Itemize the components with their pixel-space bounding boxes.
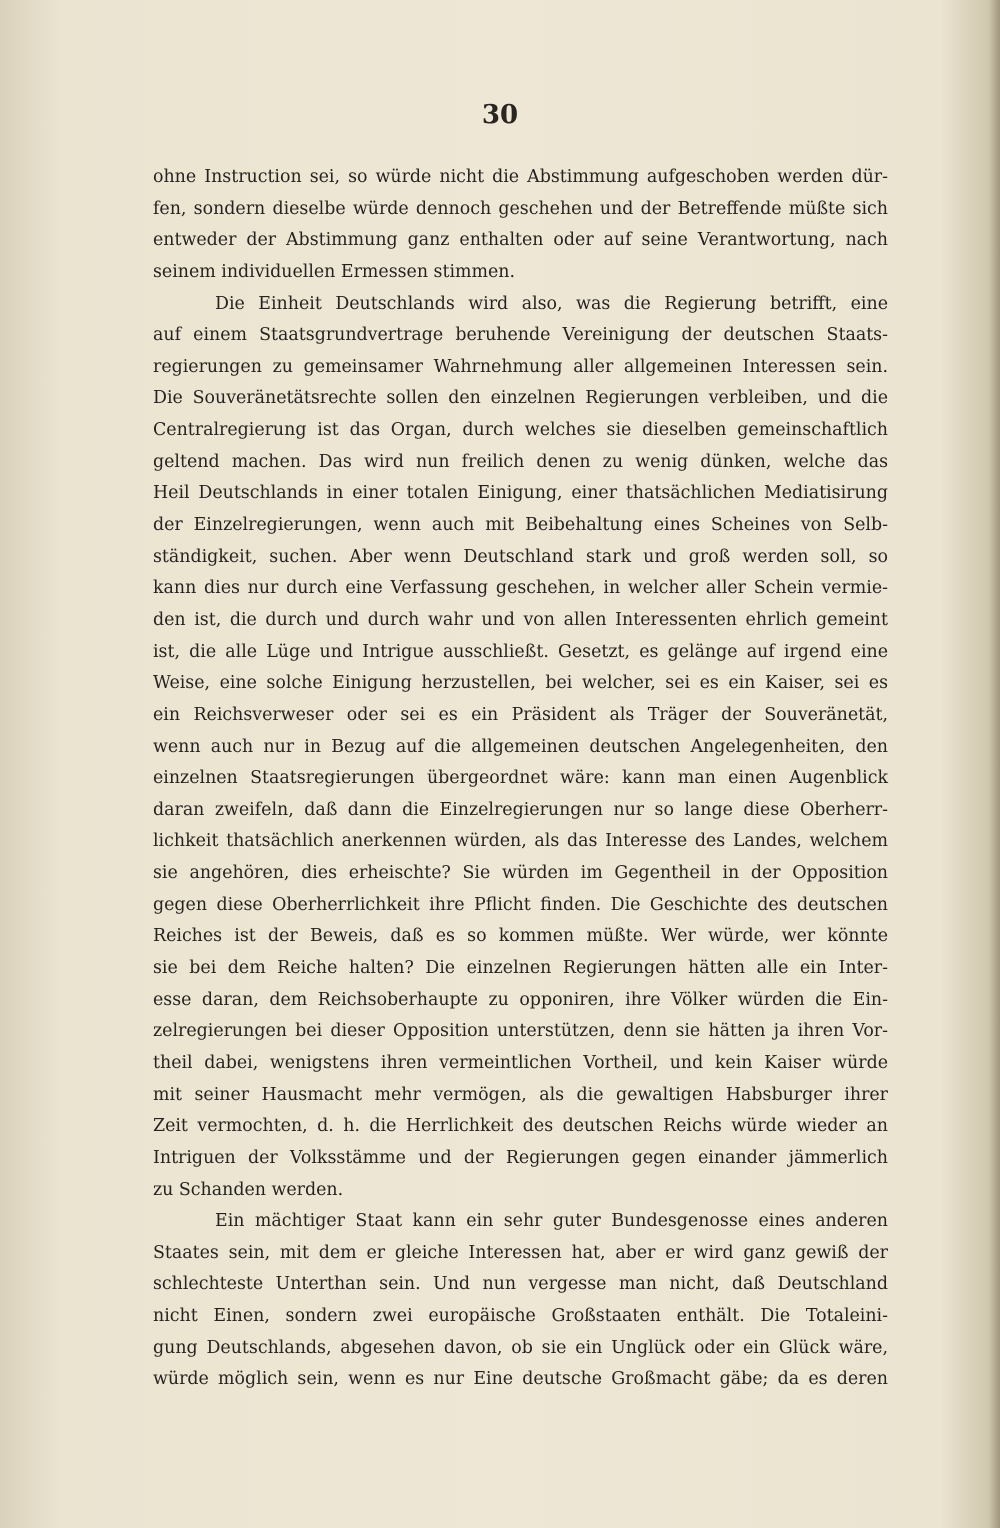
text-line: zelregierungen bei dieser Opposition unterstützen, denn sie hätten ja ihren Vor- (153, 1021, 888, 1042)
text-line: Reiches ist der Beweis, daß es so kommen müßte. Wer würde, wer könnte (153, 926, 888, 947)
text-line: zu Schanden werden. (153, 1179, 344, 1200)
text-line: gung Deutschlands, abgesehen davon, ob sie ein Unglück oder ein Glück wäre, (153, 1337, 888, 1358)
text-line: Die Einheit Deutschlands wird also, was die Regierung betrifft, eine (215, 293, 888, 314)
text-line: geltend machen. Das wird nun freilich denen zu wenig dünken, welche das (153, 451, 888, 472)
text-line: ohne Instruction sei, so würde nicht die Abstimmung aufgeschoben werden dür- (153, 167, 888, 187)
body-text (153, 162, 888, 1396)
text-line: Staates sein, mit dem er gleiche Interessen hat, aber er wird ganz gewiß der (153, 1242, 888, 1263)
text-line: Zeit vermochten, d. h. die Herrlichkeit des deutschen Reichs würde wieder an (153, 1116, 888, 1137)
text-line: Weise, eine solche Einigung herzustellen, bei welcher, sei es ein Kaiser, sei es (153, 673, 888, 694)
text-line: mit seiner Hausmacht mehr vermögen, als die gewaltigen Habsburger ihrer (153, 1084, 888, 1105)
text-line: gegen diese Oberherrlichkeit ihre Pflicht finden. Die Geschichte des deutschen (153, 894, 888, 915)
text-line: einzelnen Staatsregierungen übergeordnet wäre: kann man einen Augenblick (153, 768, 888, 789)
text-line: sie bei dem Reiche halten? Die einzelnen Regierungen hätten alle ein Inter- (153, 958, 888, 979)
text-line: schlechteste Unterthan sein. Und nun vergesse man nicht, daß Deutschland (153, 1274, 888, 1295)
text-line: den ist, die durch und durch wahr und von allen Interessenten ehrlich gemeint (153, 609, 888, 630)
text-line: esse daran, dem Reichsoberhaupte zu opponiren, ihre Völker würden die Ein- (153, 989, 888, 1010)
text-line: ständigkeit, suchen. Aber wenn Deutschland stark und groß werden soll, so (153, 546, 888, 567)
text-line: kann dies nur durch eine Verfassung geschehen, in welcher aller Schein vermie- (153, 578, 888, 599)
text-line: auf einem Staatsgrundvertrage beruhende Vereinigung der deutschen Staats- (153, 325, 888, 346)
text-line: Die Souveränetätsrechte sollen den einzelnen Regierungen verbleiben, und die (153, 388, 888, 409)
text-line: theil dabei, wenigstens ihren vermeintlichen Vortheil, und kein Kaiser würde (153, 1052, 888, 1073)
text-line: seinem individuellen Ermessen stimmen. (153, 261, 516, 282)
text-line: fen, sondern dieselbe würde dennoch geschehen und der Betreffende müßte sich (153, 198, 888, 219)
text-line: Ein mächtiger Staat kann ein sehr guter Bundesgenosse eines anderen (215, 1211, 888, 1232)
text-line: nicht Einen, sondern zwei europäische Großstaaten enthält. Die Totaleini- (153, 1306, 888, 1327)
text-line: ein Reichsverweser oder sei es ein Präsident als Träger der Souveränetät, (153, 704, 888, 725)
text-line: ist, die alle Lüge und Intrigue ausschließt. Gesetzt, es gelänge auf irgend eine (153, 641, 888, 662)
text-line: entweder der Abstimmung ganz enthalten oder auf seine Verantwortung, nach (153, 230, 888, 251)
text-line: regierungen zu gemeinsamer Wahrnehmung aller allgemeinen Interessen sein. (153, 356, 888, 377)
text-line: würde möglich sein, wenn es nur Eine deutsche Großmacht gäbe; da es deren (153, 1369, 888, 1390)
text-line: Heil Deutschlands in einer totalen Einigung, einer thatsächlichen Mediatisirung (153, 483, 888, 504)
text-line: sie angehören, dies erheischte? Sie würden im Gegentheil in der Opposition (153, 863, 888, 884)
text-line: Centralregierung ist das Organ, durch welches sie dieselben gemeinschaftlich (153, 420, 888, 441)
text-line: der Einzelregierungen, wenn auch mit Beibehaltung eines Scheines von Selb- (153, 515, 888, 536)
text-line: Intriguen der Volksstämme und der Regierungen gegen einander jämmerlich (153, 1147, 888, 1168)
text-line: lichkeit thatsächlich anerkennen würden, als das Interesse des Landes, welchem (153, 831, 888, 852)
text-line: wenn auch nur in Bezug auf die allgemeinen deutschen Angelegenheiten, den (153, 736, 888, 757)
page-edge-shadow (988, 0, 1000, 1528)
page-number: 30 (481, 100, 519, 130)
text-line: daran zweifeln, daß dann die Einzelregierungen nur so lange diese Oberherr- (153, 799, 888, 820)
